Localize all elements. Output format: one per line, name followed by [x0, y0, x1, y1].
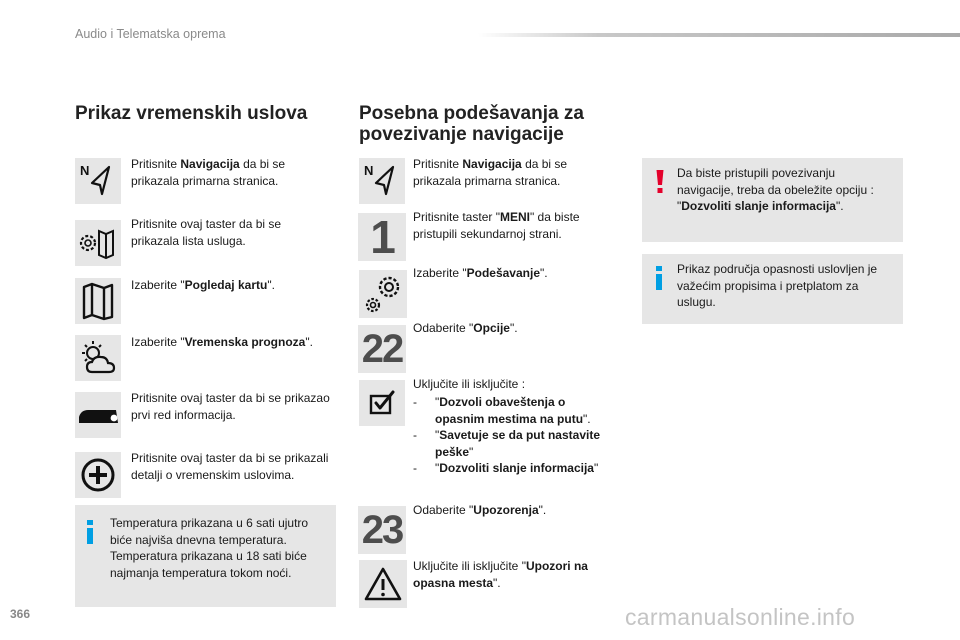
header-rule — [478, 33, 960, 37]
info-note-text: Prikaz područja opasnosti uslovljen je važećim propisima i pretplatom za uslugu. — [677, 262, 878, 309]
left-step-5-text: Pritisnite ovaj taster da bi se prikazao prvi red informacija. — [131, 391, 330, 422]
settings-gear-icon — [359, 270, 407, 318]
middle-settings-text: Izaberite "Podešavanje". — [413, 266, 548, 280]
middle-step-1-text: Pritisnite taster "MENI" da biste pristupili sekundarnoj strani. — [413, 210, 580, 241]
middle-title: Posebna podešavanja za povezivanje navigacije — [359, 103, 584, 145]
middle-toggle-intro: Uključite ili isključite : — [413, 377, 526, 391]
middle-nav-step-text: Pritisnite Navigacija da bi se prikazala primarna stranica. — [413, 157, 568, 188]
cloud-info-icon — [75, 392, 121, 438]
page-number: 366 — [10, 607, 31, 621]
weather-icon — [75, 335, 121, 381]
svg-text:N: N — [80, 163, 90, 178]
section-header: Audio i Telematska oprema — [75, 27, 226, 41]
info-icon — [654, 266, 664, 295]
left-title: Prikaz vremenskih uslova — [75, 103, 308, 124]
left-step-6-text: Pritisnite ovaj taster da bi se prikazali detalji o vremenskim uslovima. — [131, 451, 329, 482]
step-number-23: 23 — [358, 506, 406, 554]
svg-text:N: N — [364, 163, 374, 178]
watermark: carmanualsonline.info — [625, 604, 856, 630]
temperature-info-text: Temperatura prikazana u 6 sati ujutro biće najviša dnevna temperatura. Temperatura prikazana u 18 sati biće najmanja temperatura tokom noći. — [110, 516, 309, 580]
info-icon — [85, 520, 95, 549]
navigation-icon — [359, 158, 405, 204]
left-step-3-text: Izaberite "Pogledaj kartu". — [131, 278, 275, 292]
left-step-2-text: Pritisnite ovaj taster da bi se prikazala lista usluga. — [131, 217, 282, 248]
step-number-22: 22 — [358, 325, 406, 373]
apps-gear-icon — [75, 220, 121, 266]
toggle-option: - "Dozvoli obaveštenja o opasnim mestima na putu". — [413, 394, 613, 427]
middle-step-22-text: Odaberite "Opcije". — [413, 321, 518, 335]
toggle-option: - "Savetuje se da put nastavite peške" — [413, 427, 613, 460]
middle-warning-text: Uključite ili isključite "Upozori na opasna mesta". — [413, 559, 588, 590]
map-view-icon — [75, 278, 121, 324]
navigation-icon — [75, 158, 121, 204]
checkbox-icon — [359, 380, 405, 426]
toggle-option: - "Dozvoliti slanje informacija" — [413, 460, 613, 477]
warning-note-text: Da biste pristupili povezivanju navigacije, treba da obeležite opciju : "Dozvoliti slanje informacija". — [677, 166, 874, 213]
step-number-1: 1 — [358, 213, 406, 261]
exclamation-icon — [656, 170, 664, 199]
toggle-options-list — [413, 394, 613, 477]
warning-triangle-icon — [359, 560, 407, 608]
left-step-4-text: Izaberite "Vremenska prognoza". — [131, 335, 313, 349]
left-step-1-text: Pritisnite Navigacija da bi se prikazala primarna stranica. — [131, 157, 286, 188]
plus-circle-icon — [75, 452, 121, 498]
middle-step-23-text: Odaberite "Upozorenja". — [413, 503, 547, 517]
